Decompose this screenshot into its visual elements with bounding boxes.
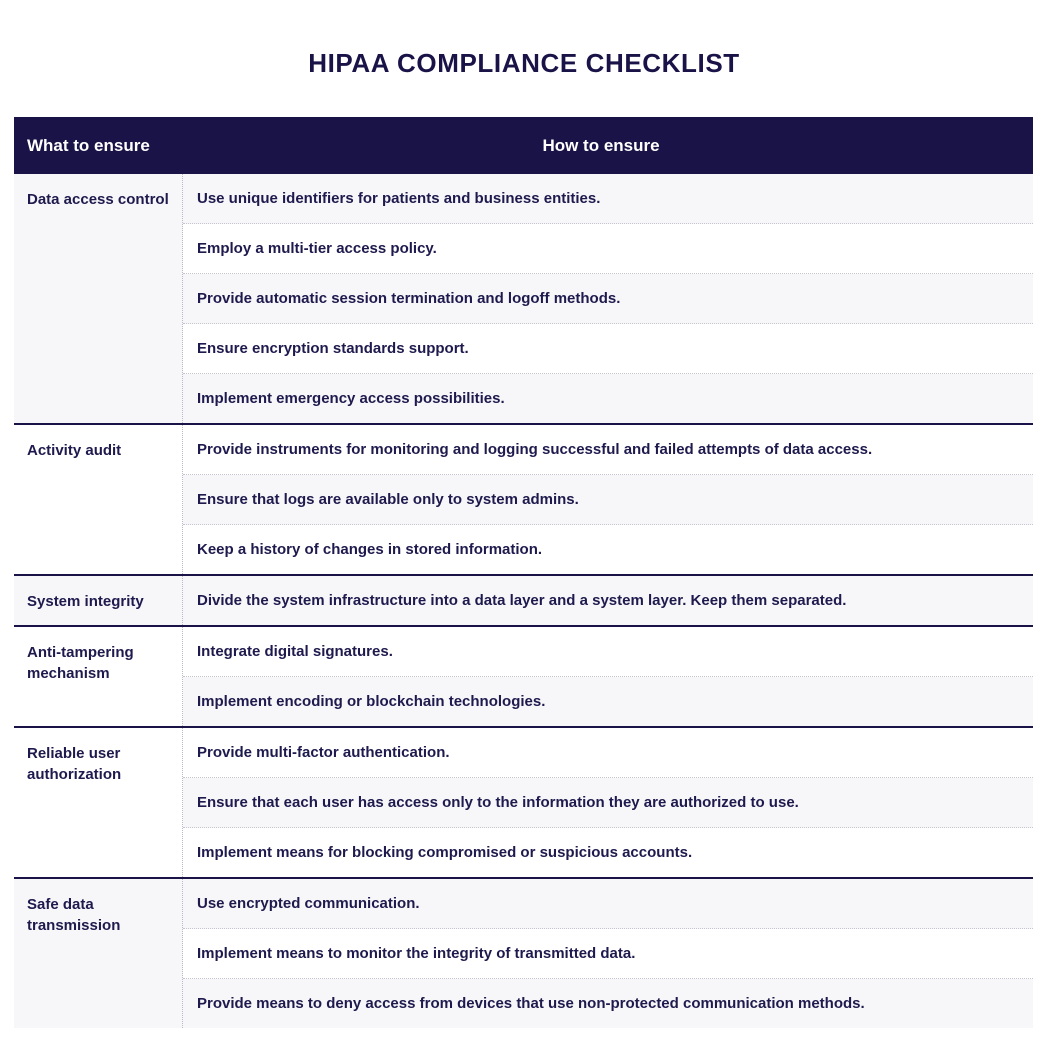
measure-row: Divide the system infrastructure into a data layer and a system layer. Keep them separated. xyxy=(183,576,1033,625)
category-cell: Data access control xyxy=(14,174,183,423)
measure-row: Implement encoding or blockchain technologies. xyxy=(183,677,1033,726)
measures-list xyxy=(183,174,1033,423)
page-title: HIPAA COMPLIANCE CHECKLIST xyxy=(308,48,740,78)
measures-list xyxy=(183,576,1033,625)
measure-row: Provide means to deny access from devices that use non-protected communication methods. xyxy=(183,979,1033,1028)
category-cell: System integrity xyxy=(14,576,183,625)
measures-list xyxy=(183,627,1033,726)
measure-row: Ensure that each user has access only to the information they are authorized to use. xyxy=(183,778,1033,828)
measure-row: Ensure that logs are available only to system admins. xyxy=(183,475,1033,525)
measure-row: Integrate digital signatures. xyxy=(183,627,1033,677)
measure-row: Employ a multi-tier access policy. xyxy=(183,224,1033,274)
table-section xyxy=(14,728,1033,879)
table-body xyxy=(14,174,1033,1028)
measures-list xyxy=(183,425,1033,574)
measure-row: Use unique identifiers for patients and business entities. xyxy=(183,174,1033,224)
table-section xyxy=(14,425,1033,576)
table-section xyxy=(14,879,1033,1028)
compliance-table xyxy=(14,117,1033,1028)
measure-row: Provide multi-factor authentication. xyxy=(183,728,1033,778)
table-section xyxy=(14,174,1033,425)
column-header-how-to-ensure: How to ensure xyxy=(542,135,660,155)
column-header-what-to-ensure: What to ensure xyxy=(27,135,150,155)
measures-list xyxy=(183,879,1033,1028)
measure-row: Ensure encryption standards support. xyxy=(183,324,1033,374)
category-cell: Reliable user authorization xyxy=(14,728,183,877)
measure-row: Provide automatic session termination and logoff methods. xyxy=(183,274,1033,324)
measures-list xyxy=(183,728,1033,877)
category-cell: Anti-tampering mechanism xyxy=(14,627,183,726)
table-header-row xyxy=(14,117,1033,174)
table-section xyxy=(14,576,1033,627)
measure-row: Provide instruments for monitoring and logging successful and failed attempts of data access. xyxy=(183,425,1033,475)
category-cell: Safe data transmission xyxy=(14,879,183,1028)
measure-row: Implement means to monitor the integrity of transmitted data. xyxy=(183,929,1033,979)
category-cell: Activity audit xyxy=(14,425,183,574)
measure-row: Keep a history of changes in stored information. xyxy=(183,525,1033,574)
table-section xyxy=(14,627,1033,728)
measure-row: Implement means for blocking compromised or suspicious accounts. xyxy=(183,828,1033,877)
measure-row: Implement emergency access possibilities. xyxy=(183,374,1033,423)
measure-row: Use encrypted communication. xyxy=(183,879,1033,929)
